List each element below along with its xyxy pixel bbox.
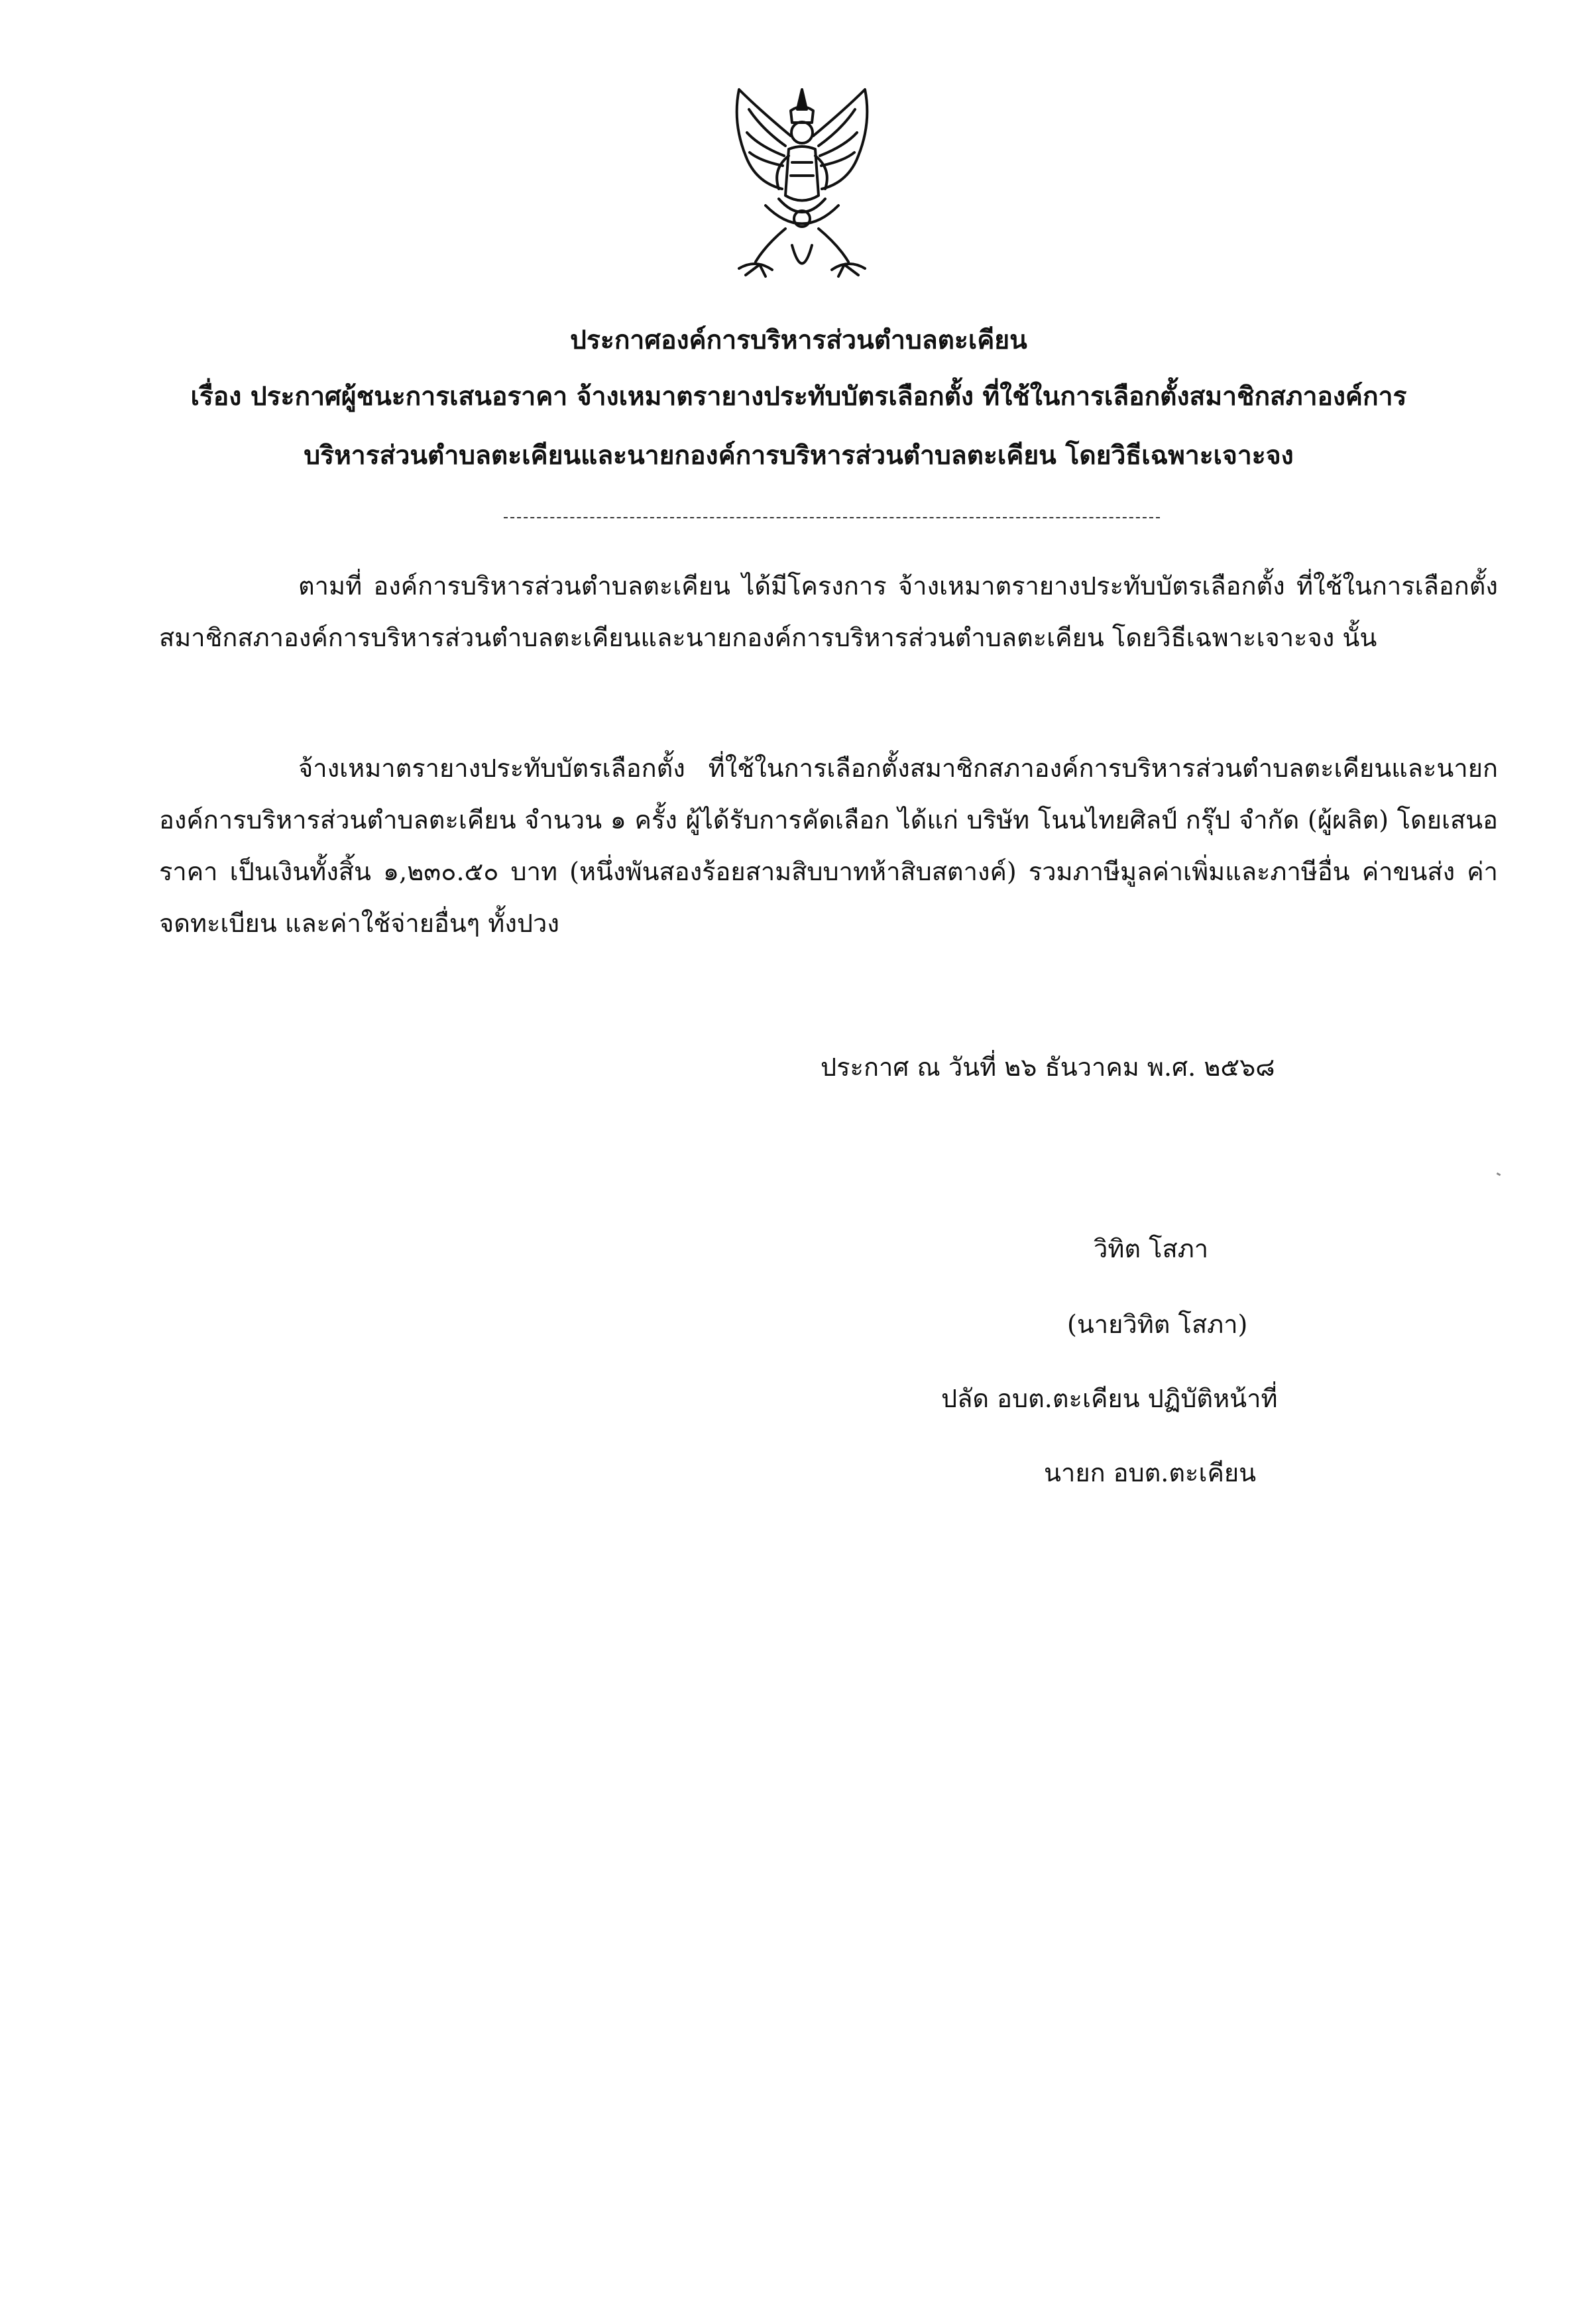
subject-line-1: เรื่อง ประกาศผู้ชนะการเสนอราคา จ้างเหมาตรายางประทับบัตรเลือกตั้ง ที่ใช้ในการเลือกตั้งสมาชิกสภาองค์การ [190, 381, 1407, 412]
announcement-date: ประกาศ ณ วันที่ ๒๖ ธันวาคม พ.ศ. ๒๕๖๘ [821, 1053, 1275, 1082]
subject-line-2: บริหารส่วนตำบลตะเคียนและนายกองค์การบริหารส่วนตำบลตะเคียน โดยวิธีเฉพาะเจาะจง [304, 440, 1294, 471]
signer-full-name: (นายวิทิต โสภา) [1067, 1310, 1248, 1339]
paragraph-1-text: ตามที่ องค์การบริหารส่วนตำบลตะเคียน ได้มีโครงการ จ้างเหมาตรายางประทับบัตรเลือกตั้ง ที่ใช้ในการเลือกตั้งสมาชิกสภาองค์การบริหารส่วนตำบลตะเคียนและนายกองค์การบริหารส่วนตำบลตะเคียน โดยวิธีเฉพาะเจาะจง นั้น [159, 571, 1498, 652]
paragraph-1 [159, 560, 1498, 663]
paragraph-2 [159, 742, 1498, 949]
signer-position-1: ปลัด อบต.ตะเคียน ปฏิบัติหน้าที่ [941, 1384, 1278, 1413]
garuda-emblem-icon [719, 83, 885, 295]
signer-position-2: นายก อบต.ตะเคียน [1044, 1458, 1257, 1487]
paragraph-2-text: จ้างเหมาตรายางประทับบัตรเลือกตั้ง ที่ใช้ในการเลือกตั้งสมาชิกสภาองค์การบริหารส่วนตำบลตะเคียนและนายกองค์การบริหารส่วนตำบลตะเคียน จำนวน ๑ ครั้ง ผู้ได้รับการคัดเลือก ได้แก่ บริษัท โนนไทยศิลป์ กรุ๊ป จำกัด (ผู้ผลิต) โดยเสนอราคา เป็นเงินทั้งสิ้น ๑,๒๓๐.๕๐ บาท (หนึ่งพันสองร้อยสามสิบบาทห้าสิบสตางค์) รวมภาษีมูลค่าเพิ่มและภาษีอื่น ค่าขนส่ง ค่าจดทะเบียน และค่าใช้จ่ายอื่นๆ ทั้งปวง [159, 754, 1498, 938]
scan-speck [1497, 1173, 1501, 1177]
divider-line [504, 517, 1160, 518]
signature: วิทิต โสภา [1094, 1234, 1209, 1263]
organization-title: ประกาศองค์การบริหารส่วนตำบลตะเคียน [570, 325, 1027, 355]
